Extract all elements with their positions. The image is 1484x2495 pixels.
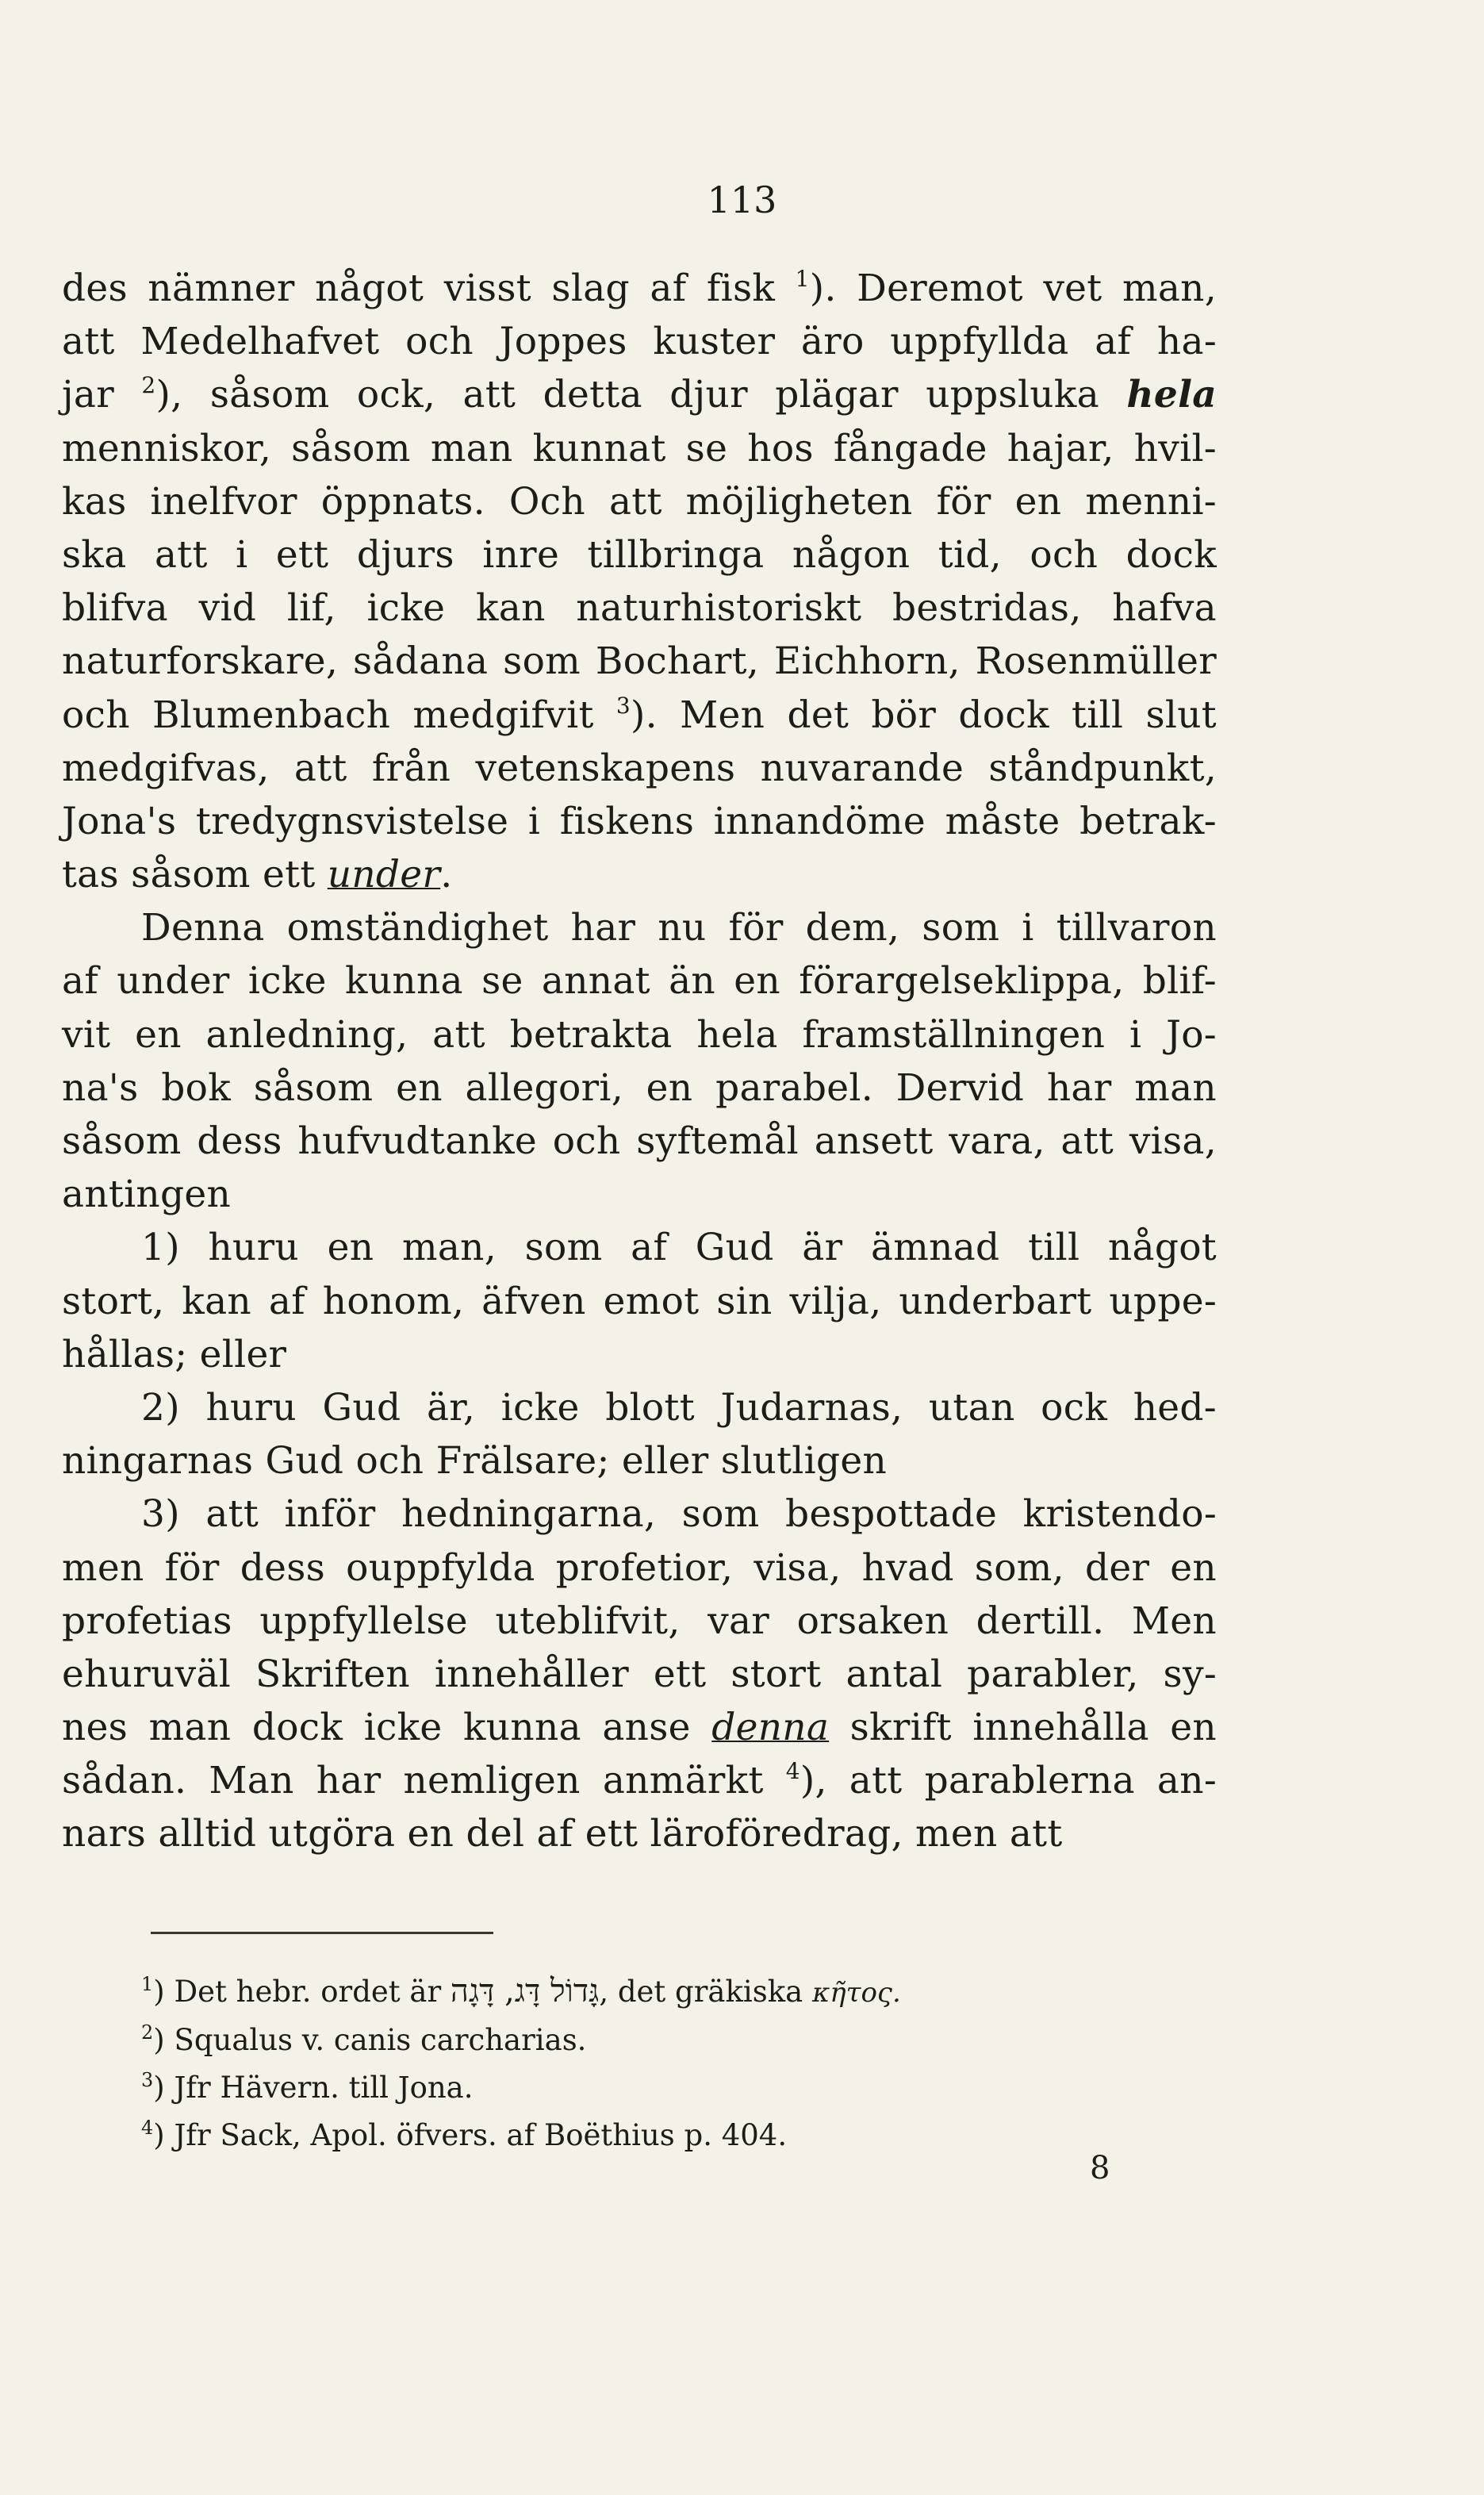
text-segment: stort, kan af honom, äfven emot sin vilja, underbart uppe- xyxy=(62,1279,1217,1323)
text-line xyxy=(62,1487,1217,1541)
text-segment: . xyxy=(440,853,453,897)
text-line xyxy=(62,1381,1217,1434)
footnote-text: ) Jfr Hävern. till Jona. xyxy=(153,2071,474,2105)
text-line xyxy=(62,848,1217,901)
footnote-rule xyxy=(151,1932,493,1934)
footnote-text: ) Jfr Sack, Apol. öfvers. af Boëthius p. 404. xyxy=(153,2118,788,2152)
text-line xyxy=(62,1221,1217,1274)
text-segment: medgifvas, att från vetenskapens nuvarande ståndpunkt, xyxy=(62,746,1217,790)
text-segment: 2) huru Gud är, icke blott Judarnas, utan ock hed- xyxy=(141,1385,1217,1430)
footnote-text: ) Squalus v. canis carcharias. xyxy=(153,2023,587,2057)
text-segment: af under icke kunna se annat än en förargelseklippa, blif- xyxy=(62,959,1217,1004)
text-line xyxy=(62,1541,1217,1595)
text-segment: hela xyxy=(1126,373,1217,417)
text-line xyxy=(62,528,1217,582)
text-segment: nars alltid utgöra en del af ett läroföredrag, men att xyxy=(62,1812,1063,1856)
text-line xyxy=(62,795,1217,848)
text-segment: des nämner något visst slag af fisk xyxy=(62,267,796,310)
text-segment: ), att parablerna an- xyxy=(800,1759,1217,1803)
footnote-ref: 3 xyxy=(615,692,631,719)
footnote-ref: 2 xyxy=(141,372,156,399)
footnote xyxy=(141,1967,1172,2017)
text-line xyxy=(62,901,1217,954)
text-line xyxy=(62,1754,1217,1807)
text-segment: Denna omständighet har nu för dem, som i tillvaron xyxy=(141,906,1217,950)
text-segment: 3) att inför hedningarna, som bespottade kristendo- xyxy=(141,1492,1217,1537)
text-line xyxy=(62,262,1217,315)
text-segment: na's bok såsom en allegori, en parabel. Dervid har man xyxy=(62,1065,1217,1110)
footnotes xyxy=(141,1967,1172,2159)
footnote-ref: 1 xyxy=(795,266,810,292)
signature-mark: 8 xyxy=(1090,2150,1110,2186)
text-line xyxy=(62,1595,1217,1648)
text-segment: vit en anledning, att betrakta hela framställningen i Jo- xyxy=(62,1012,1217,1057)
text-line xyxy=(62,1648,1217,1701)
text-segment: profetias uppfyllelse uteblifvit, var orsaken dertill. Men xyxy=(62,1599,1217,1643)
text-line xyxy=(62,1807,1217,1860)
text-line xyxy=(62,689,1217,742)
text-line xyxy=(62,422,1217,475)
text-segment: att Medelhafvet och Joppes kuster äro uppfyllda af ha- xyxy=(62,320,1217,364)
text-line xyxy=(62,1168,1217,1221)
text-line xyxy=(62,1115,1217,1168)
text-line xyxy=(62,1275,1217,1328)
text-segment: blifva vid lif, icke kan naturhistoriskt bestridas, hafva xyxy=(62,586,1217,631)
text-segment: naturforskare, sådana som Bochart, Eichhorn, Rosenmüller xyxy=(62,639,1217,684)
footnote-ref: 4 xyxy=(785,1758,800,1785)
text-line xyxy=(62,1008,1217,1061)
text-segment: menniskor, såsom man kunnat se hos fångade hajar, hvil- xyxy=(62,426,1217,470)
page-number: 113 xyxy=(707,178,777,221)
text-line xyxy=(62,368,1217,421)
text-line xyxy=(62,742,1217,795)
text-segment: ehuruväl Skriften innehåller ett stort antal parabler, sy- xyxy=(62,1652,1217,1696)
footnote xyxy=(141,2112,1172,2159)
text-line xyxy=(62,1061,1217,1115)
text-line xyxy=(62,582,1217,635)
text-line xyxy=(62,315,1217,368)
hebrew-word: גָּדוֹל דָּג, דָּגָה xyxy=(450,1973,600,2009)
text-segment: nes man dock icke kunna anse xyxy=(62,1706,712,1750)
text-segment: 1) huru en man, som af Gud är ämnad till något xyxy=(141,1226,1217,1270)
greek-word: κῆτος. xyxy=(811,1977,901,2009)
text-segment: och Blumenbach medgifvit xyxy=(62,693,616,737)
footnote-number: 2 xyxy=(141,2021,154,2044)
text-segment: men för dess ouppfylda profetior, visa, hvad som, der en xyxy=(62,1545,1217,1590)
text-segment: hållas; eller xyxy=(62,1332,287,1376)
text-line xyxy=(62,954,1217,1008)
text-segment: ska att i ett djurs inre tillbringa någon tid, och dock xyxy=(62,532,1217,577)
text-segment: såsom dess hufvudtanke och syftemål ansett vara, att visa, xyxy=(62,1119,1217,1163)
text-segment: tas såsom ett xyxy=(62,853,328,897)
footnote-text: , det gräkiska xyxy=(599,1975,812,2009)
footnote-number: 3 xyxy=(141,2069,154,2091)
footnote-number: 1 xyxy=(141,1973,154,1995)
text-segment: antingen xyxy=(62,1173,232,1217)
text-segment: ), såsom ock, att detta djur plägar uppsluka xyxy=(155,373,1127,417)
text-segment: ). Men det bör dock till slut xyxy=(631,693,1217,737)
footnote-text: ) Det hebr. ordet är xyxy=(153,1975,451,2009)
text-segment: ). Deremot vet man, xyxy=(809,267,1217,310)
text-segment: kas inelfvor öppnats. Och att möjligheten för en menni- xyxy=(62,479,1217,524)
body-text xyxy=(62,262,1217,1861)
footnote xyxy=(141,2064,1172,2112)
text-line xyxy=(62,1434,1217,1487)
text-segment: jar xyxy=(62,373,142,417)
text-line xyxy=(62,635,1217,688)
text-segment: under xyxy=(327,853,441,897)
text-segment: ningarnas Gud och Frälsare; eller slutligen xyxy=(62,1439,888,1484)
text-segment: Jona's tredygnsvistelse i fiskens innandöme måste betrak- xyxy=(62,799,1217,843)
text-line xyxy=(62,1701,1217,1754)
text-line xyxy=(62,475,1217,528)
text-segment: skrift innehålla en xyxy=(829,1706,1217,1750)
footnote xyxy=(141,2017,1172,2064)
text-segment: sådan. Man har nemligen anmärkt xyxy=(62,1759,786,1803)
text-line xyxy=(62,1328,1217,1381)
text-segment: denna xyxy=(711,1706,830,1750)
footnote-number: 4 xyxy=(141,2117,154,2139)
